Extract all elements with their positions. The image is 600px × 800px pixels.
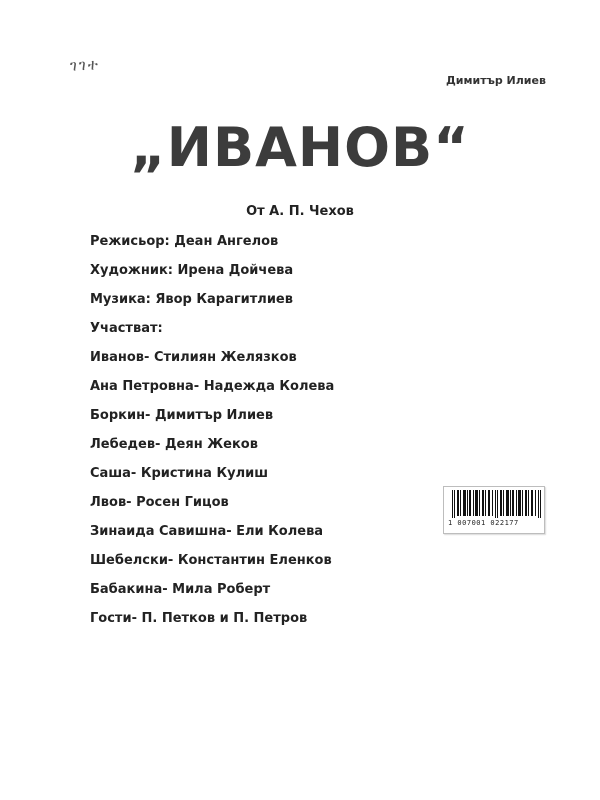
handwritten-mark: ገገተ bbox=[69, 55, 101, 75]
barcode-number: 1 007001 022177 bbox=[448, 519, 519, 527]
cast-line: Зинаида Савишна- Ели Колева bbox=[90, 524, 324, 539]
barcode-bars bbox=[452, 490, 542, 518]
cast-line: Ана Петровна- Надежда Колева bbox=[90, 379, 335, 394]
cast-heading: Участват: bbox=[90, 321, 163, 336]
cast-line: Бабакина- Мила Роберт bbox=[90, 582, 271, 597]
cast-line: Лебедев- Деян Жеков bbox=[90, 437, 258, 452]
credit-director: Режисьор: Деан Ангелов bbox=[90, 234, 279, 249]
cast-line: Иванов- Стилиян Желязков bbox=[90, 350, 297, 365]
cast-line: Боркин- Димитър Илиев bbox=[90, 408, 274, 423]
cast-line: Саша- Кристина Кулиш bbox=[90, 466, 269, 481]
credit-music: Музика: Явор Карагитлиев bbox=[90, 292, 293, 307]
author-name: Димитър Илиев bbox=[446, 74, 546, 87]
cast-line: Гости- П. Петков и П. Петров bbox=[90, 611, 308, 626]
cast-line: Шебелски- Константин Еленков bbox=[90, 553, 332, 568]
cast-line: Лвов- Росен Гицов bbox=[90, 495, 229, 510]
barcode-sticker bbox=[443, 486, 545, 534]
credit-designer: Художник: Ирена Дойчева bbox=[90, 263, 294, 278]
page-title: „ИВАНОВ“ bbox=[130, 116, 470, 179]
subtitle: От А. П. Чехов bbox=[246, 204, 354, 219]
